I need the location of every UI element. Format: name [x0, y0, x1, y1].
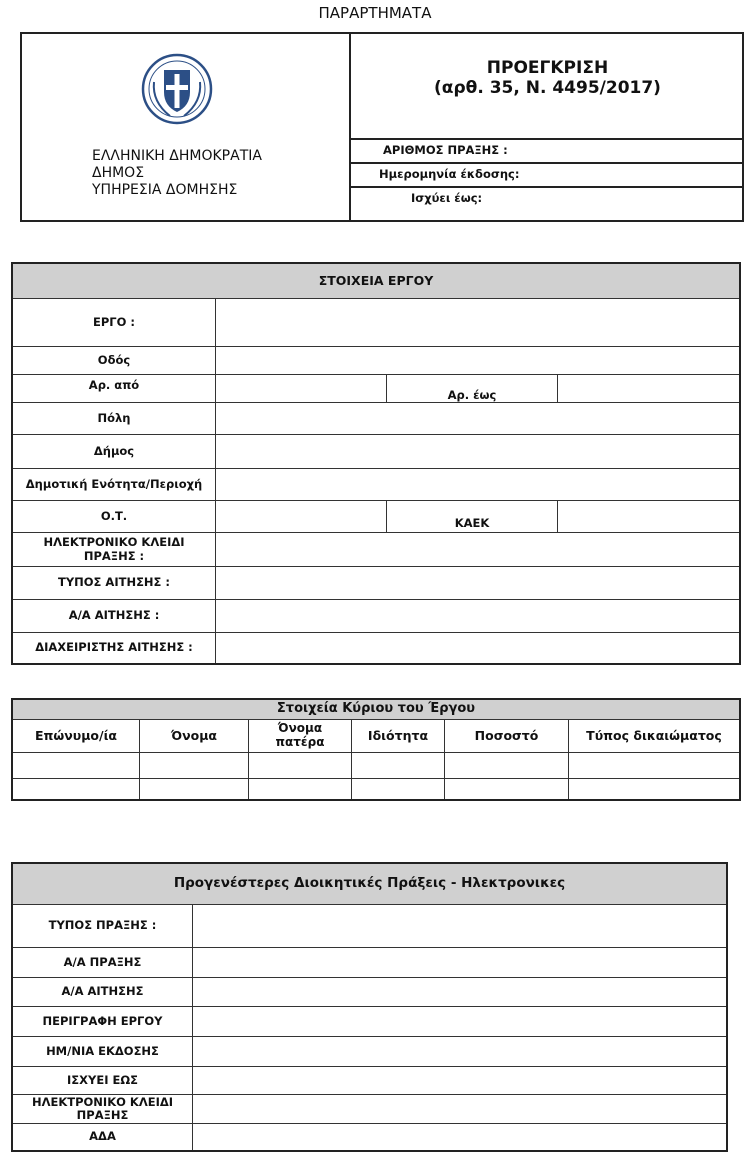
application-number-label: Α/Α ΑΙΤΗΣΗΣ :	[13, 599, 215, 632]
col-right-type: Τύπος δικαιώματος	[568, 719, 739, 752]
issue-date-label: Ημερομηνία έκδοσης:	[379, 167, 520, 181]
number-to-label: Αρ. έως	[386, 374, 557, 402]
owner-table	[11, 698, 741, 801]
owner-row-1-surname[interactable]	[13, 752, 139, 778]
page-title: ΠΑΡΑΡΤΗΜΑΤΑ	[318, 4, 432, 22]
municipal-unit-label: Δημοτική Ενότητα/Περιοχή	[13, 468, 215, 500]
previous-actions-title: Προγενέστερες Διοικητικές Πράξεις - Ηλεκτρονικες	[13, 864, 726, 904]
city-value[interactable]	[215, 402, 739, 434]
prev-application-number-value[interactable]	[192, 977, 726, 1006]
application-type-label: ΤΥΠΟΣ ΑΙΤΗΣΗΣ :	[13, 566, 215, 599]
application-number-value[interactable]	[215, 599, 739, 632]
document-subtitle: (αρθ. 35, Ν. 4495/2017)	[434, 78, 661, 98]
action-number-row	[351, 138, 744, 162]
owner-row-1-capacity[interactable]	[351, 752, 444, 778]
prev-electronic-key-label: ΗΛΕΚΤΡΟΝΙΚΟ ΚΛΕΙΔΙ ΠΡΑΞΗΣ	[13, 1094, 192, 1123]
number-to-value[interactable]	[557, 374, 739, 402]
org-line-republic: ΕΛΛΗΝΙΚΗ ΔΗΜΟΚΡΑΤΙΑ	[92, 148, 262, 164]
municipality-value[interactable]	[215, 434, 739, 468]
header-box	[20, 32, 744, 222]
org-line-building-service: ΥΠΗΡΕΣΙΑ ΔΟΜΗΣΗΣ	[92, 182, 238, 198]
prev-action-type-value[interactable]	[192, 904, 726, 947]
application-type-value[interactable]	[215, 566, 739, 599]
prev-valid-until-value[interactable]	[192, 1066, 726, 1094]
owner-row-2-capacity[interactable]	[351, 778, 444, 799]
project-value[interactable]	[215, 298, 739, 346]
owner-row-1-first-name[interactable]	[139, 752, 248, 778]
col-father-name: Όνομα πατέρα	[248, 719, 351, 752]
prev-issue-date-label: ΗΜ/ΝΙΑ ΕΚΔΟΣΗΣ	[13, 1036, 192, 1066]
col-surname: Επώνυμο/ία	[13, 719, 139, 752]
number-from-label: Αρ. από	[13, 374, 215, 402]
block-number-label: Ο.Τ.	[13, 500, 215, 532]
prev-electronic-key-value[interactable]	[192, 1094, 726, 1123]
municipal-unit-value[interactable]	[215, 468, 739, 500]
application-manager-label: ΔΙΑΧΕΙΡΙΣΤΗΣ ΑΙΤΗΣΗΣ :	[13, 632, 215, 663]
prev-ada-value[interactable]	[192, 1123, 726, 1150]
org-line-municipality: ΔΗΜΟΣ	[92, 165, 145, 181]
prev-action-type-label: ΤΥΠΟΣ ΠΡΑΞΗΣ :	[13, 904, 192, 947]
col-first-name: Όνομα	[139, 719, 248, 752]
previous-actions-table	[11, 862, 728, 1152]
electronic-key-label: ΗΛΕΚΤΡΟΝΙΚΟ ΚΛΕΙΔΙ ΠΡΑΞΗΣ :	[13, 532, 215, 566]
application-manager-value[interactable]	[215, 632, 739, 663]
owner-table-title: Στοιχεία Κύριου του Έργου	[13, 700, 739, 719]
owner-row-2-surname[interactable]	[13, 778, 139, 799]
owner-row-2-father-name[interactable]	[248, 778, 351, 799]
electronic-key-value[interactable]	[215, 532, 739, 566]
street-label: Οδός	[13, 346, 215, 374]
kaek-value[interactable]	[557, 500, 739, 532]
block-number-value[interactable]	[215, 500, 386, 532]
owner-row-2-first-name[interactable]	[139, 778, 248, 799]
city-label: Πόλη	[13, 402, 215, 434]
street-value[interactable]	[215, 346, 739, 374]
number-from-value[interactable]	[215, 374, 386, 402]
owner-row-1-father-name[interactable]	[248, 752, 351, 778]
prev-project-description-value[interactable]	[192, 1006, 726, 1036]
owner-row-1-percentage[interactable]	[444, 752, 568, 778]
prev-issue-date-value[interactable]	[192, 1036, 726, 1066]
col-capacity: Ιδιότητα	[351, 719, 444, 752]
prev-valid-until-label: ΙΣΧΥΕΙ ΕΩΣ	[13, 1066, 192, 1094]
prev-action-number-value[interactable]	[192, 947, 726, 977]
valid-until-row	[351, 186, 744, 220]
issue-date-row	[351, 162, 744, 186]
municipality-label: Δήμος	[13, 434, 215, 468]
prev-ada-label: ΑΔΑ	[13, 1123, 192, 1150]
project-details-table	[11, 262, 741, 665]
col-percentage: Ποσοστό	[444, 719, 568, 752]
prev-project-description-label: ΠΕΡΙΓΡΑΦΗ ΕΡΓΟΥ	[13, 1006, 192, 1036]
project-details-title: ΣΤΟΙΧΕΙΑ ΕΡΓΟΥ	[13, 264, 739, 298]
project-label: ΕΡΓΟ :	[13, 298, 215, 346]
owner-row-2-right-type[interactable]	[568, 778, 739, 799]
prev-application-number-label: Α/Α ΑΙΤΗΣΗΣ	[13, 977, 192, 1006]
prev-action-number-label: Α/Α ΠΡΑΞΗΣ	[13, 947, 192, 977]
greek-coat-of-arms-icon	[140, 52, 214, 126]
owner-row-1-right-type[interactable]	[568, 752, 739, 778]
owner-row-2-percentage[interactable]	[444, 778, 568, 799]
valid-until-label: Ισχύει έως:	[411, 191, 483, 205]
action-number-label: ΑΡΙΘΜΟΣ ΠΡΑΞΗΣ :	[383, 143, 508, 157]
document-title: ΠΡΟΕΓΚΡΙΣΗ	[486, 58, 609, 78]
kaek-label: ΚΑΕΚ	[386, 500, 557, 532]
